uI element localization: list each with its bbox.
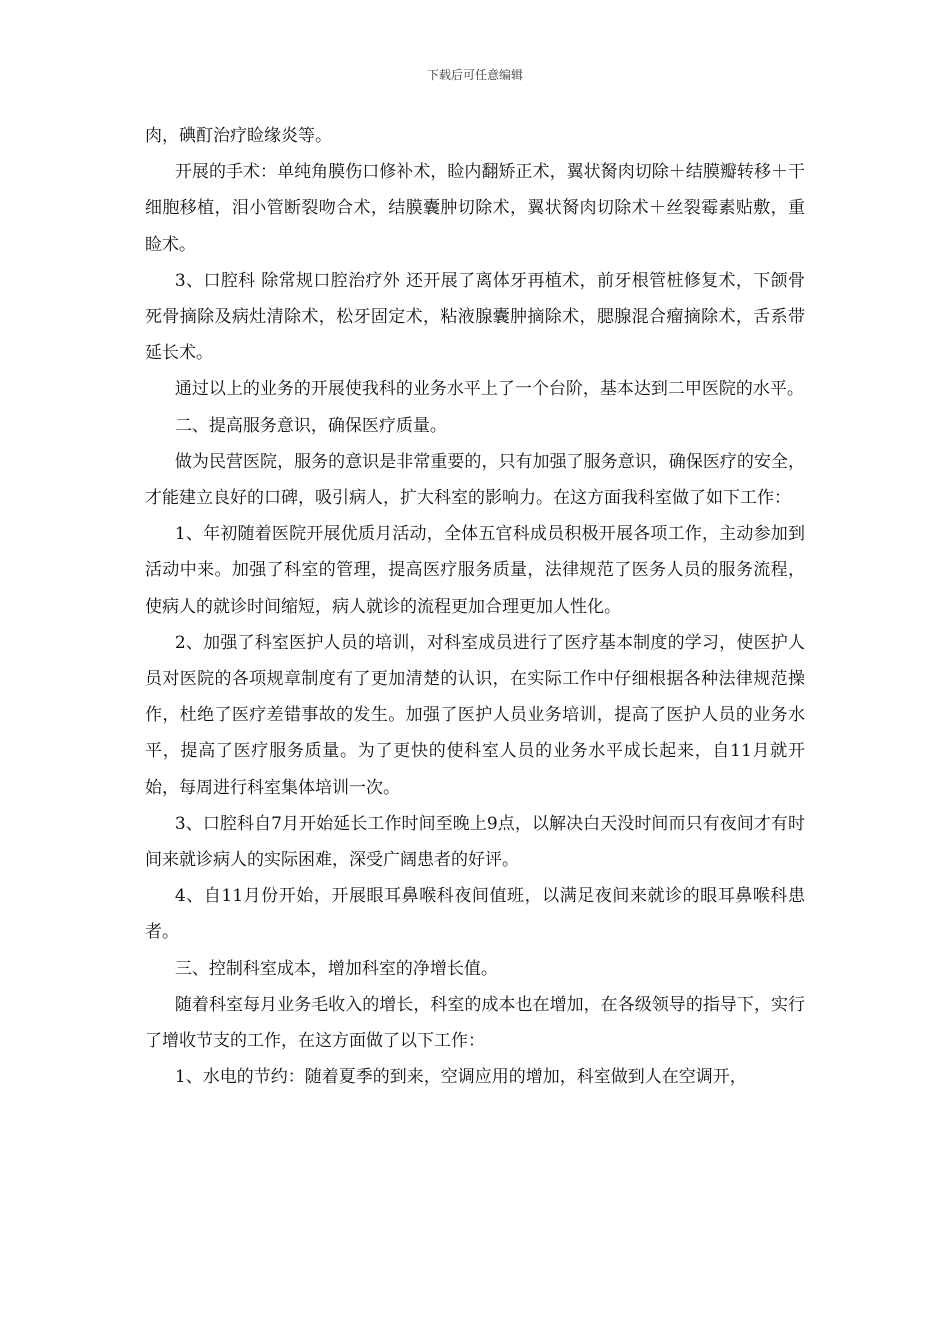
paragraph-service-intro: 做为民营医院，服务的意识是非常重要的，只有加强了服务意识，确保医疗的安全，才能建立良好的口碑，吸引病人，扩大科室的影响力。在这方面我科室做了如下工作： xyxy=(145,451,805,509)
paragraph-cost-intro: 随着科室每月业务毛收入的增长，科室的成本也在增加，在各级领导的指导下，实行了增收节支的工作，在这方面做了以下工作： xyxy=(145,994,805,1052)
paragraph-surgeries: 开展的手术：单纯角膜伤口修补术，睑内翻矫正术，翼状胬肉切除＋结膜瓣转移＋干细胞移植，泪小管断裂吻合术，结膜囊肿切除术，翼状胬肉切除术＋丝裂霉素贴敷，重睑术。 xyxy=(145,162,805,255)
document-body xyxy=(145,118,805,1095)
page-header: 下载后可任意编辑 xyxy=(426,68,523,82)
paragraph-summary: 通过以上的业务的开展使我科的业务水平上了一个台阶，基本达到二甲医院的水平。 xyxy=(174,379,804,400)
paragraph-item-1: 1、年初随着医院开展优质月活动，全体五官科成员积极开展各项工作，主动参加到活动中来。加强了科室的管理，提高医疗服务质量，法律规范了医务人员的服务流程，使病人的就诊时间缩短，病人就诊的流程更加合理更加人性化。 xyxy=(145,524,805,617)
paragraph-continuation: 肉，碘酊治疗睑缘炎等。 xyxy=(145,126,332,146)
paragraph-item-3: 3、口腔科自7月开始延长工作时间至晚上9点，以解决白天没时间而只有夜间才有时间来就诊病人的实际困难，深受广阔患者的好评。 xyxy=(145,813,805,871)
paragraph-item-2: 2、加强了科室医护人员的培训，对科室成员进行了医疗基本制度的学习，使医护人员对医院的各项规章制度有了更加清楚的认识，在实际工作中仔细根据各种法律规范操作，杜绝了医疗差错事故的发生。加强了医护人员业务培训，提高了医护人员的业务水平，提高了医疗服务质量。为了更快的使科室人员的业务水平成长起来，自11月就开始，每周进行科室集体培训一次。 xyxy=(145,632,805,798)
paragraph-cost-item-1: 1、水电的节约：随着夏季的到来，空调应用的增加，科室做到人在空调开， xyxy=(174,1067,747,1088)
section-heading-service: 二、提高服务意识，确保医疗质量。 xyxy=(174,415,447,436)
paragraph-item-4: 4、自11月份开始，开展眼耳鼻喉科夜间值班，以满足夜间来就诊的眼耳鼻喉科患者。 xyxy=(145,886,805,943)
section-heading-cost: 三、控制科室成本，增加科室的净增长值。 xyxy=(174,958,498,979)
paragraph-stomatology: 3、口腔科 除常规口腔治疗外 还开展了离体牙再植术，前牙根管桩修复术，下颌骨死骨摘除及病灶清除术，松牙固定术，粘液腺囊肿摘除术，腮腺混合瘤摘除术，舌系带延长术。 xyxy=(145,270,805,364)
